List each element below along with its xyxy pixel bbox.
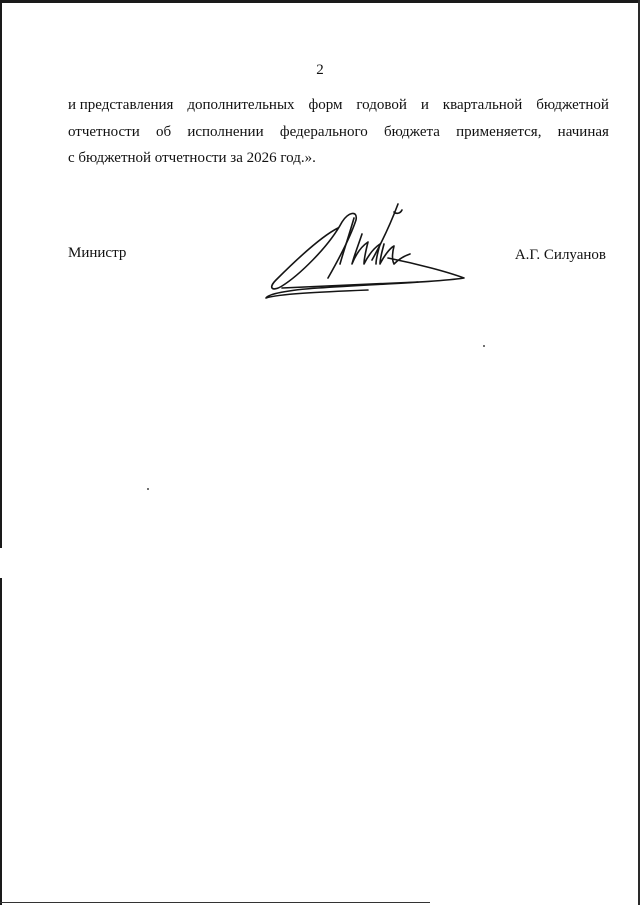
word: бюджета bbox=[383, 123, 440, 140]
word: об bbox=[155, 123, 172, 140]
scan-edge-top bbox=[0, 0, 640, 3]
word: годовой bbox=[356, 97, 407, 113]
word: и bbox=[420, 97, 429, 113]
word: отчетности bbox=[68, 123, 140, 140]
scan-edge-bottom bbox=[0, 902, 430, 903]
page-number: 2 bbox=[316, 62, 324, 78]
word: форм bbox=[308, 97, 343, 113]
word: бюджетной bbox=[536, 97, 609, 113]
handwritten-signature bbox=[258, 198, 470, 304]
body-line-2 bbox=[68, 119, 609, 146]
word: применяется, bbox=[456, 123, 542, 140]
signatory-title: Министр bbox=[68, 245, 127, 261]
body-line-1 bbox=[68, 92, 609, 119]
body-line-3: с бюджетной отчетности за 2026 год.». bbox=[68, 150, 316, 166]
signatory-name: А.Г. Силуанов bbox=[514, 247, 606, 263]
scan-edge-left-lower bbox=[0, 578, 2, 905]
word: начиная bbox=[557, 123, 609, 140]
scan-speck bbox=[147, 488, 149, 490]
scan-edge-left bbox=[0, 0, 2, 548]
word: и представления bbox=[68, 97, 174, 113]
word: квартальной bbox=[442, 97, 523, 113]
word: федерального bbox=[279, 123, 368, 140]
word: дополнительных bbox=[187, 97, 295, 113]
word: исполнении bbox=[187, 123, 264, 140]
body-paragraph bbox=[68, 92, 609, 172]
scan-speck bbox=[483, 345, 485, 347]
